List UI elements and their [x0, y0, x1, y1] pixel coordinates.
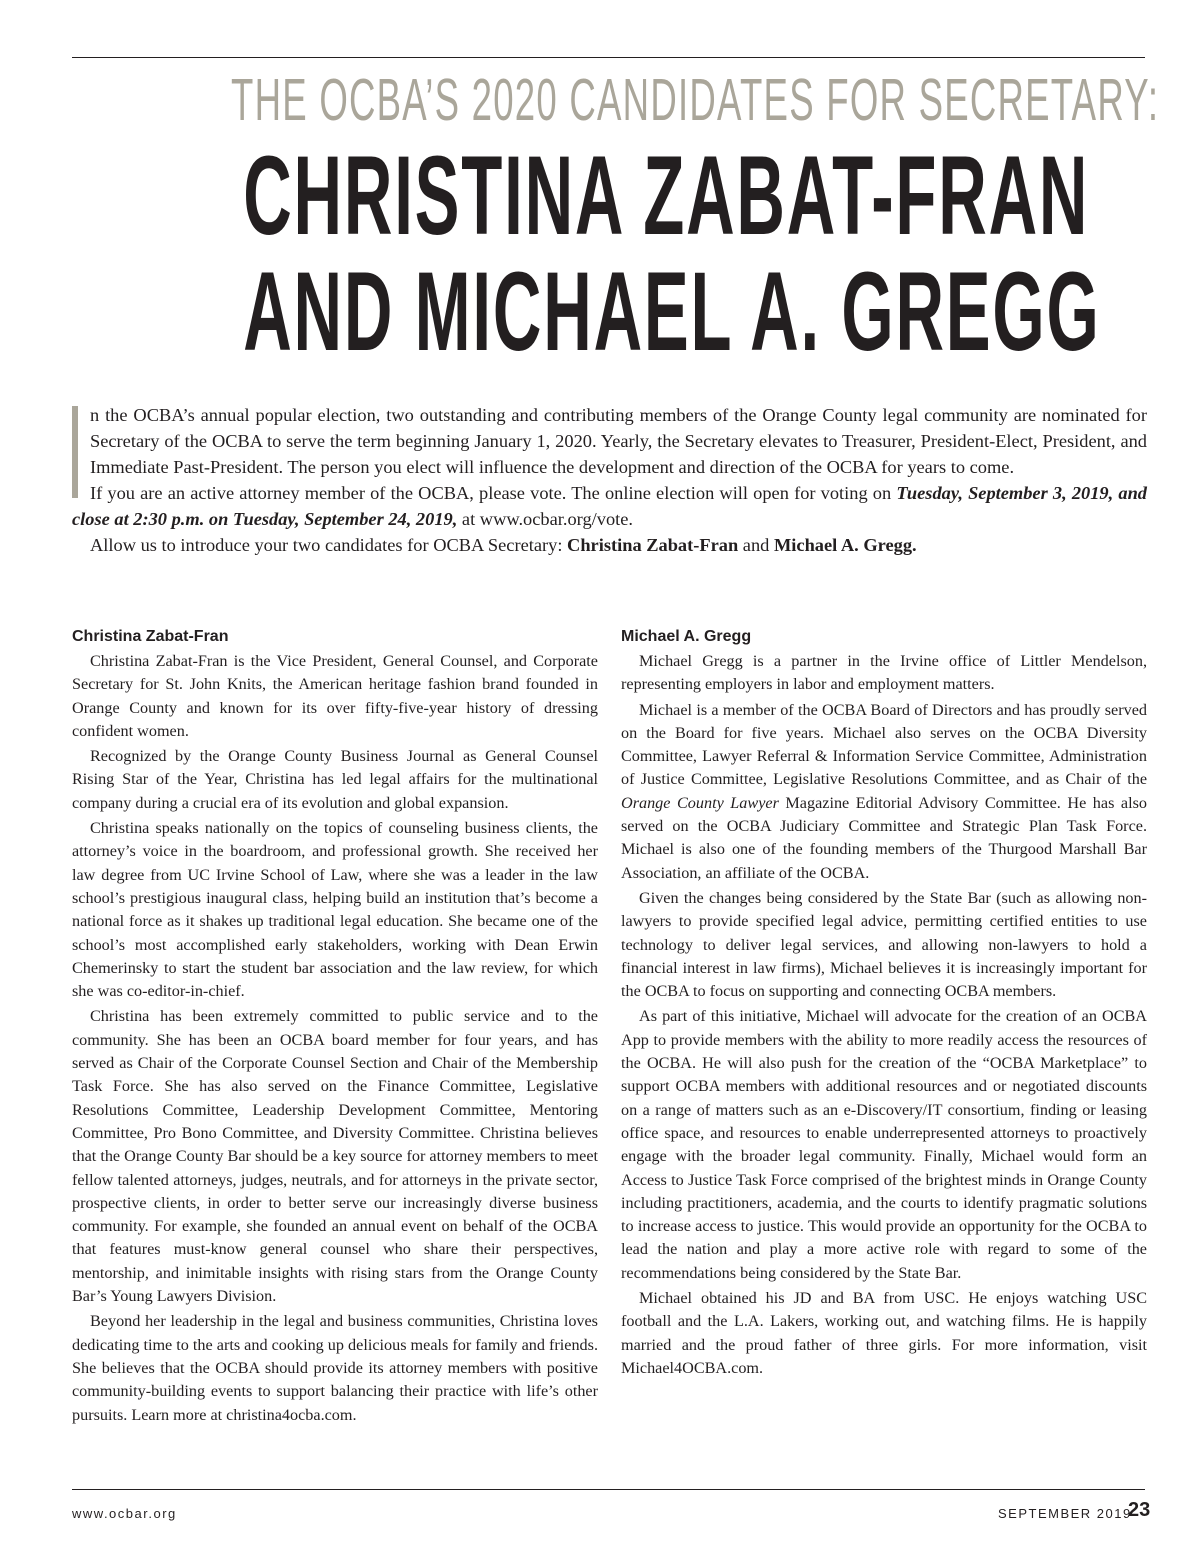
page-number: 23	[1128, 1499, 1151, 1521]
candidate-2-paragraph: As part of this initiative, Michael will advocate for the creation of an OCBA App to provide members with the ability to more readily access the resources of the OCBA. He will also push for the creation of the “OCBA Marketplace” to support OCBA members with additional resources and or negotiated discounts on a range of matters such as an e-Discovery/IT consortium, finding or leasing office space, and resources to enable underrepresented attorneys to proactively engage with the broader legal community. Finally, Michael would form an Access to Justice Task Force comprised of the brightest minds in Orange County including practitioners, academia, and the courts to identify pragmatic solutions to increase access to justice. This would provide an opportunity for the OCBA to lead the nation and play a more active role with regard to some of the recommendations being considered by the State Bar.	[621, 1007, 1147, 1282]
candidate-1-paragraph: Christina speaks nationally on the topics of counseling business clients, the attorney’s voice in the boardroom, and professional growth. She received her law degree from UC Irvine School of Law, where she was a leader in the law school’s prestigious inaugural class, helping build an institution that’s become a national force as it shakes up traditional legal education. She became one of the school’s most accomplished early stakeholders, working with Dean Erwin Chemerinsky to start the student bar association and the law review, for which she was co-editor-in-chief.	[72, 819, 598, 1001]
candidate-2-paragraph: Given the changes being considered by the State Bar (such as allowing non-lawyers to provide specified legal advice, permitting certified entities to use technology to deliver legal services, and allowing non-lawyers to hold a financial interest in law firms), Michael believes it is increasingly important for the OCBA to focus on supporting and connecting OCBA members.	[621, 888, 1147, 1001]
bottom-rule	[72, 1489, 1145, 1490]
candidate-2-heading: Michael A. Gregg	[621, 628, 752, 645]
article-headline	[243, 133, 1101, 374]
candidate-1-column	[72, 626, 598, 1429]
footer-website: www.ocbar.org	[72, 1506, 177, 1521]
candidate-2-column	[621, 626, 1147, 1382]
intro-section	[72, 402, 1147, 558]
candidate-1-paragraph: Christina has been extremely committed to public service and to the community. She has been an OCBA board member for four years, and has served as Chair of the Corporate Counsel Section and Chair of the Membership Task Force. She has also served on the Finance Committee, Legislative Resolutions Committee, Leadership Development Committee, Mentoring Committee, Pro Bono Committee, and Diversity Committee. Christina believes that the Orange County Bar should be a key source for attorney members to meet fellow talented attorneys, judges, neutrals, and for attorneys in the private sector, prospective clients, in order to better serve our increasingly diverse business community. For example, she founded an annual event on behalf of the OCBA that features must-know general counsel who share their perspectives, mentorship, and inimitable insights with rising stars from the Orange County Bar’s Young Lawyers Division.	[72, 1007, 598, 1306]
candidate-2-paragraph: Michael is a member of the OCBA Board of Directors and has proudly served on the Board for five years. Michael also serves on the OCBA Diversity Committee, Lawyer Referral & Information Service Committee, Administration of Justice Committee, Legislative Resolutions Committee, and as Chair of the Orange County Lawyer Magazine Editorial Advisory Committee. He has also served on the OCBA Judiciary Committee and Strategic Plan Task Force. Michael is also one of the founding members of the Thurgood Marshall Bar Association, an affiliate of the OCBA.	[621, 700, 1148, 882]
intro-paragraph-3: Allow us to introduce your two candidates for OCBA Secretary: Christina Zabat-Fran and Michael A. Gregg.	[90, 535, 917, 555]
candidate-name-1: Christina Zabat-Fran	[567, 535, 739, 555]
intro-paragraph-2: If you are an active attorney member of the OCBA, please vote. The online election will open for voting on Tuesday, September 3, 2019, and close at 2:30 p.m. on Tuesday, September 24, 2019, at www.ocbar.org/vote.	[72, 483, 1147, 529]
election-dates: Tuesday, September 3, 2019, and close at 2:30 p.m. on Tuesday, September 24, 2019,	[72, 483, 1147, 529]
headline-line-2: AND MICHAEL A. GREGG	[243, 249, 1101, 374]
headline-line-1: CHRISTINA ZABAT-FRAN	[243, 133, 1090, 258]
top-rule	[72, 57, 1145, 58]
candidate-name-2: Michael A. Gregg.	[773, 535, 917, 555]
candidate-1-paragraph: Christina Zabat-Fran is the Vice President, General Counsel, and Corporate Secretary for St. John Knits, the American heritage fashion brand founded in Orange County and known for its over fifty-five-year history of dressing confident women.	[72, 652, 598, 740]
article-kicker: THE OCBA’S 2020 CANDIDATES FOR SECRETARY:	[231, 67, 1160, 133]
candidate-1-paragraph: Recognized by the Orange County Business Journal as General Counsel Rising Star of the Year, Christina has led legal affairs for the multinational company during a crucial era of its evolution and global expansion.	[72, 747, 598, 812]
footer-issue-date: SEPTEMBER 2019	[998, 1506, 1132, 1521]
candidate-2-paragraph: Michael obtained his JD and BA from USC. He enjoys watching USC football and the L.A. Lakers, working out, and watching films. He is happily married and the proud father of three girls. For more information, visit Michael4OCBA.com.	[621, 1289, 1147, 1377]
magazine-title: Orange County Lawyer	[621, 793, 779, 812]
candidate-1-paragraph: Beyond her leadership in the legal and business communities, Christina loves dedicating time to the arts and cooking up delicious meals for family and friends. She believes that the OCBA should provide its attorney members with positive community-building events to support balancing their practice with life’s other pursuits. Learn more at christina4ocba.com.	[72, 1312, 598, 1424]
candidate-1-heading: Christina Zabat-Fran	[72, 628, 229, 645]
intro-paragraph-1: n the OCBA’s annual popular election, two outstanding and contributing members of the Orange County legal community are nominated for Secretary of the OCBA to serve the term beginning January 1, 2020. Yearly, the Secretary elevates to Treasurer, President-Elect, President, and Immediate Past-President. The person you elect will influence the development and direction of the OCBA for years to come.	[90, 405, 1147, 477]
candidate-2-paragraph: Michael Gregg is a partner in the Irvine office of Littler Mendelson, representing employers in labor and employment matters.	[621, 652, 1147, 694]
